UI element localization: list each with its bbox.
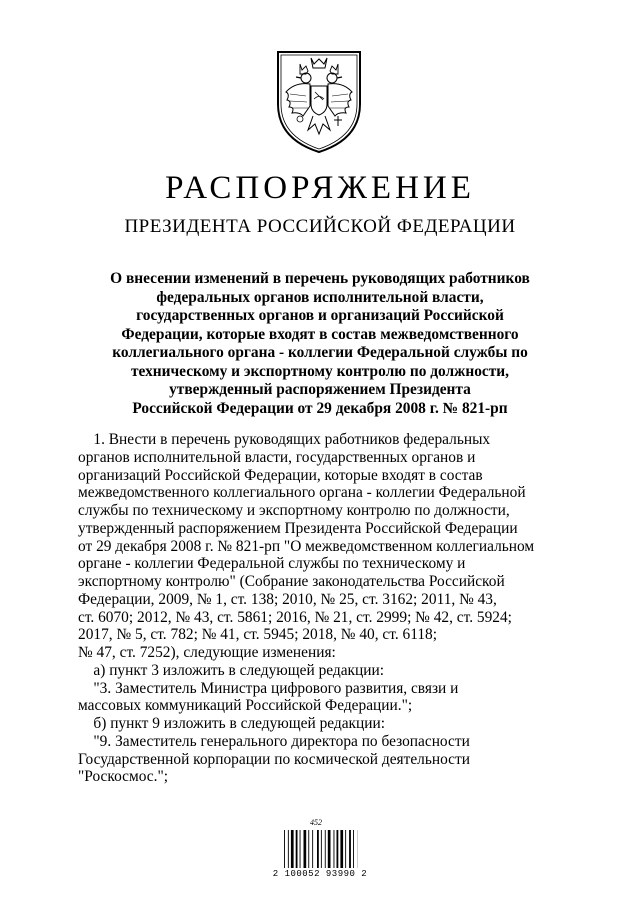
document-subtitle: ПРЕЗИДЕНТА РОССИЙСКОЙ ФЕДЕРАЦИИ bbox=[124, 216, 516, 237]
barcode-bar bbox=[288, 830, 289, 868]
barcode-bar bbox=[284, 830, 285, 868]
body-line: массовых коммуникаций Российской Федерации."; bbox=[78, 697, 413, 715]
body-line: утвержденный распоряжением Президента Российской Федерации bbox=[78, 519, 518, 537]
heading-line: коллегиального органа - коллегии Федеральной службы по bbox=[112, 344, 528, 361]
body-line: 1. Внести в перечень руководящих работников федеральных bbox=[78, 431, 491, 448]
body-line: б) пункт 9 изложить в следующей редакции: bbox=[78, 715, 386, 732]
barcode-bar bbox=[321, 830, 322, 868]
barcode-bar bbox=[349, 830, 351, 868]
body-line: экспортному контролю" (Собрание законодательства Российской bbox=[78, 573, 505, 590]
body-line: № 47, ст. 7252), следующие изменения: bbox=[78, 644, 336, 661]
handwritten-mark: 452 bbox=[310, 818, 322, 827]
heading-line: федеральных органов исполнительной власти, bbox=[156, 288, 484, 306]
body-line: Государственной корпорации по космической деятельности bbox=[78, 750, 470, 768]
body-line: органе - коллегии Федеральной службы по техническому и bbox=[78, 555, 466, 573]
barcode-bar bbox=[304, 830, 307, 868]
barcode-bar bbox=[308, 830, 309, 868]
barcode-bar bbox=[328, 830, 331, 868]
barcode-bar bbox=[353, 830, 354, 868]
body-line: межведомственного коллегиального органа - коллегии Федеральной bbox=[78, 484, 526, 502]
body-line: "3. Заместитель Министра цифрового развития, связи и bbox=[78, 679, 459, 697]
barcode-bar bbox=[317, 830, 319, 868]
body-line: 2017, № 5, ст. 782; № 41, ст. 5945; 2018, № 40, ст. 6118; bbox=[78, 626, 437, 644]
barcode-bar bbox=[291, 830, 294, 868]
barcode-image bbox=[282, 822, 358, 892]
barcode-number: 2 100052 93990 2 bbox=[272, 869, 368, 879]
body-line: а) пункт 3 изложить в следующей редакции: bbox=[78, 661, 385, 679]
body-line: организаций Российской Федерации, которые входят в состав bbox=[78, 466, 483, 484]
heading-line: О внесении изменений в перечень руководящих работников bbox=[110, 270, 530, 287]
heading-line: государственных органов и организаций Российской bbox=[136, 307, 504, 324]
document-heading bbox=[80, 270, 560, 418]
barcode-bar bbox=[296, 830, 298, 868]
barcode-bar bbox=[300, 830, 301, 868]
document-body bbox=[78, 431, 567, 786]
coat-of-arms-emblem bbox=[270, 44, 368, 156]
heading-line: Федерации, которые входят в состав межведомственного bbox=[121, 325, 519, 343]
heading-line: техническому и экспортному контролю по должности, bbox=[130, 362, 510, 380]
barcode-bar bbox=[312, 830, 313, 868]
heading-line: утвержденный распоряжением Президента bbox=[169, 381, 471, 398]
heading-line: Российской Федерации от 29 декабря 2008 г. № 821-рп bbox=[132, 399, 508, 417]
barcode-bar bbox=[334, 830, 335, 868]
body-line: службы по техническому и экспортному контролю по должности, bbox=[78, 502, 510, 519]
body-line: органов исполнительной власти, государственных органов и bbox=[78, 448, 476, 466]
barcode-bar bbox=[345, 830, 346, 868]
body-line: "9. Заместитель генерального директора по безопасности bbox=[78, 732, 470, 750]
barcode-bar bbox=[340, 830, 343, 868]
document-title: РАСПОРЯЖЕНИЕ bbox=[165, 170, 475, 206]
body-line: от 29 декабря 2008 г. № 821-рп "О межведомственном коллегиальном bbox=[78, 537, 535, 555]
barcode-bar bbox=[325, 830, 326, 868]
barcode-bar bbox=[337, 830, 339, 868]
body-line: ст. 6070; 2012, № 43, ст. 5861; 2016, № 21, ст. 2999; № 42, ст. 5924; bbox=[78, 608, 512, 626]
body-line: Федерации, 2009, № 1, ст. 138; 2010, № 25, ст. 3162; 2011, № 43, bbox=[78, 590, 497, 608]
body-line: "Роскосмос."; bbox=[78, 768, 169, 786]
